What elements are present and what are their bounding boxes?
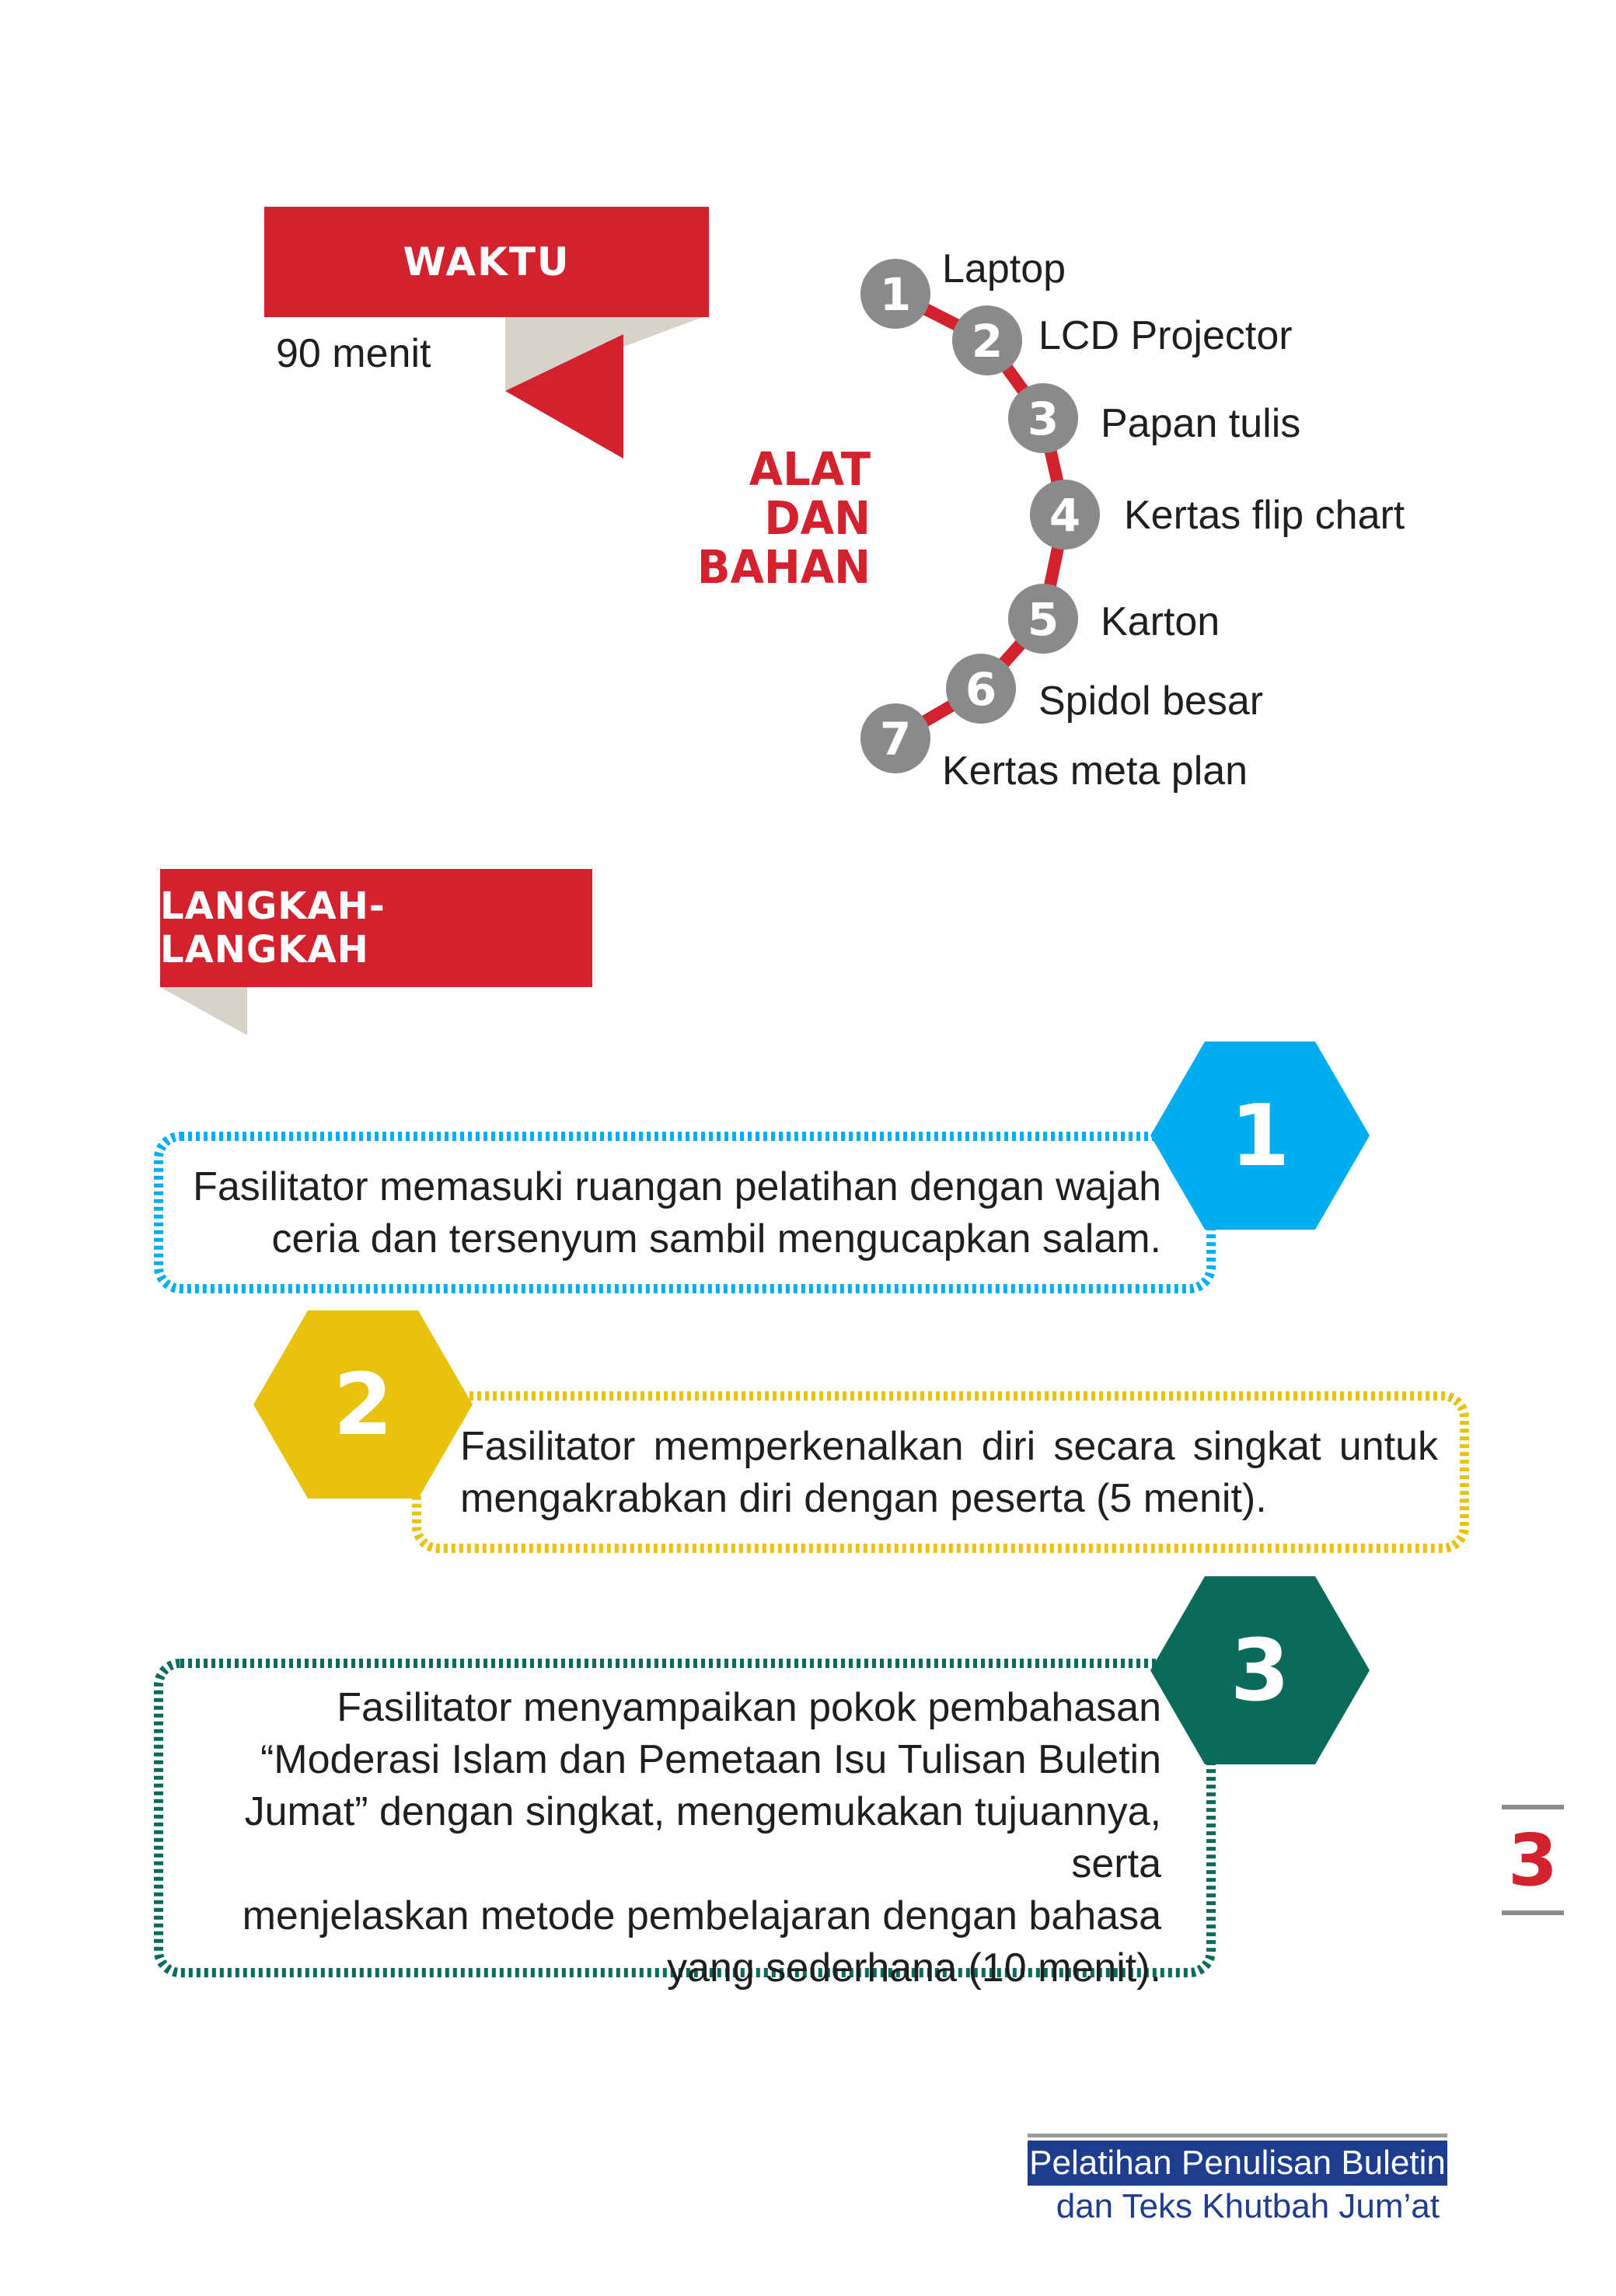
footer-title-line2: dan Teks Khutbah Jum’at	[1056, 2187, 1440, 2225]
footer-title-line1-text: Pelatihan Penulisan Buletin	[1029, 2144, 1446, 2182]
step-2-line: mengakrabkan diri dengan peserta (5 menit).	[460, 1476, 1267, 1521]
langkah-banner	[160, 869, 592, 987]
step-1-line: ceria dan tersenyum sambil mengucapkan salam.	[271, 1216, 1161, 1261]
footer-title-line1	[1028, 2141, 1447, 2186]
step-3-number: 3	[1230, 1621, 1290, 1720]
step-3-line: yang sederhana (10 menit).	[667, 1945, 1161, 1991]
tool-label-6: Spidol besar	[1038, 679, 1264, 724]
tool-number-3: 3	[1027, 393, 1059, 445]
page-number-value: 3	[1507, 1818, 1558, 1902]
alat-title-line: BAHAN	[696, 541, 871, 595]
step-1-line: Fasilitator memasuki ruangan pelatihan dengan wajah	[193, 1164, 1161, 1209]
alat-title-line: DAN	[764, 492, 871, 546]
langkah-title: LANGKAH-LANGKAH	[160, 885, 386, 972]
step-1-number: 1	[1230, 1086, 1290, 1185]
waktu-title: WAKTU	[403, 239, 571, 284]
tool-label-5: Karton	[1101, 599, 1220, 644]
tool-number-2: 2	[971, 315, 1003, 368]
langkah-ribbon-fold	[155, 979, 257, 1042]
waktu-banner	[264, 207, 709, 317]
step-3-line: Jumat” dengan singkat, mengemukakan tujuannya, serta	[244, 1789, 1161, 1886]
step-2-number: 2	[333, 1355, 393, 1454]
footer-divider	[1028, 2134, 1447, 2137]
waktu-ribbon-fold	[497, 307, 715, 462]
step-3-line: Fasilitator menyampaikan pokok pembahasan	[337, 1685, 1161, 1730]
tool-label-7: Kertas meta plan	[942, 748, 1248, 794]
tool-number-6: 6	[965, 663, 997, 716]
tool-label-3: Papan tulis	[1101, 401, 1301, 446]
step-3-line: menjelaskan metode pembelajaran dengan bahasa	[242, 1893, 1161, 1938]
tool-number-4: 4	[1049, 489, 1081, 542]
step-2-text	[460, 1421, 1438, 1525]
tool-number-7: 7	[879, 713, 912, 766]
step-3-text	[176, 1682, 1161, 1994]
tool-label-2: LCD Projector	[1038, 313, 1293, 358]
tool-label-1: Laptop	[942, 246, 1066, 291]
step-3-line: “Moderasi Islam dan Pemetaan Isu Tulisan Buletin	[260, 1737, 1161, 1782]
step-1-text	[176, 1161, 1161, 1265]
tool-label-4: Kertas flip chart	[1124, 493, 1405, 538]
tool-number-1: 1	[879, 268, 912, 321]
tool-number-5: 5	[1027, 593, 1059, 646]
waktu-value: 90 menit	[276, 331, 431, 376]
alat-title-line: ALAT	[749, 443, 871, 497]
step-2-line: Fasilitator memperkenalkan diri secara singkat untuk	[460, 1424, 1438, 1469]
page-number	[1502, 1805, 1564, 1915]
